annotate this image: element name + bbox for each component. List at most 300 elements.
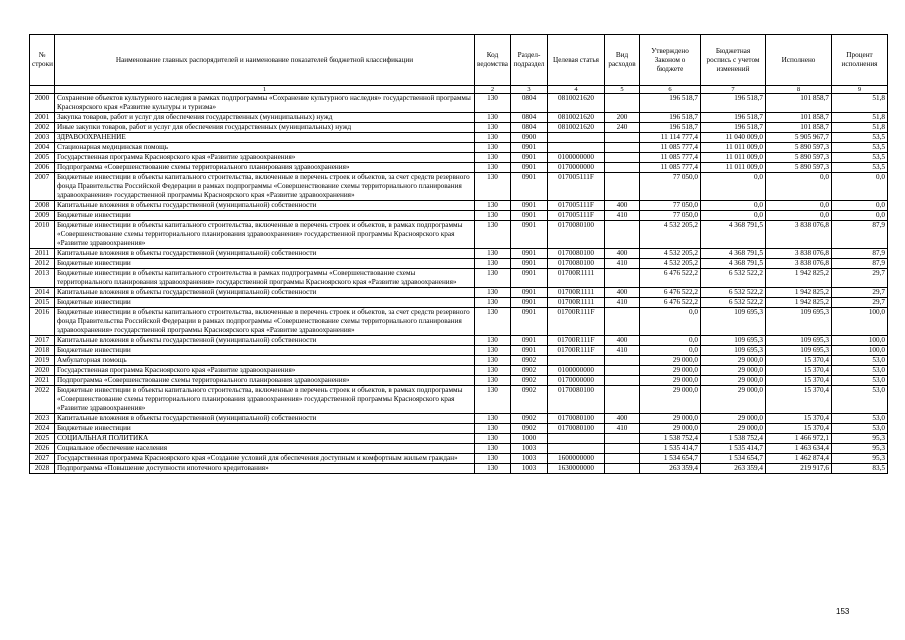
table-row: [30, 143, 888, 153]
expense-type-cell: [605, 153, 640, 163]
table-row: [30, 249, 888, 259]
section-cell: 0902: [511, 376, 548, 386]
expense-type-cell: 410: [605, 346, 640, 356]
name-cell: Бюджетные инвестиции в объекты капитального строительства, включенные в перечень строек и объектов, в рамках подпрограммы «Совершенствование схемы территориального планирования здравоохранения» государственной программы Красноярского края «Развитие здравоохранения»: [55, 221, 475, 249]
dept-code-cell: 130: [475, 143, 511, 153]
approved-amount-cell: 196 518,7: [640, 113, 701, 123]
column-number-cell: 4: [548, 86, 605, 94]
dept-code-cell: 130: [475, 201, 511, 211]
percent-cell: 95,3: [832, 444, 888, 454]
section-cell: 1003: [511, 464, 548, 474]
executed-amount-cell: 101 858,7: [766, 113, 832, 123]
budget-amount-cell: 29 000,0: [701, 366, 766, 376]
name-cell: Государственная программа Красноярского края «Развитие здравоохранения»: [55, 153, 475, 163]
target-article-cell: [548, 356, 605, 366]
expense-type-cell: 400: [605, 336, 640, 346]
expense-type-cell: [605, 454, 640, 464]
executed-amount-cell: 0,0: [766, 211, 832, 221]
executed-amount-cell: 1 462 874,4: [766, 454, 832, 464]
row-number-cell: 2006: [30, 163, 55, 173]
approved-amount-cell: 11 085 777,4: [640, 153, 701, 163]
expense-type-cell: 410: [605, 424, 640, 434]
name-cell: Бюджетные инвестиции: [55, 298, 475, 308]
approved-amount-cell: 77 050,0: [640, 201, 701, 211]
table-row: [30, 211, 888, 221]
column-number-cell: 6: [640, 86, 701, 94]
executed-amount-cell: 1 942 825,2: [766, 269, 832, 288]
header-executed: Исполнено: [766, 35, 832, 86]
expense-type-cell: [605, 173, 640, 201]
section-cell: 0901: [511, 298, 548, 308]
percent-cell: 95,3: [832, 454, 888, 464]
column-number-cell: 3: [511, 86, 548, 94]
budget-amount-cell: 1 538 752,4: [701, 434, 766, 444]
name-cell: Подпрограмма «Повышение доступности ипотечного кредитования»: [55, 464, 475, 474]
target-article-cell: [548, 143, 605, 153]
approved-amount-cell: 263 359,4: [640, 464, 701, 474]
target-article-cell: 0810021620: [548, 113, 605, 123]
target-article-cell: 0170080100: [548, 221, 605, 249]
dept-code-cell: 130: [475, 308, 511, 336]
budget-amount-cell: 11 011 009,0: [701, 163, 766, 173]
target-article-cell: 0100000000: [548, 153, 605, 163]
section-cell: 0901: [511, 143, 548, 153]
executed-amount-cell: 15 370,4: [766, 366, 832, 376]
approved-amount-cell: 29 000,0: [640, 414, 701, 424]
target-article-cell: 0170080100: [548, 386, 605, 414]
executed-amount-cell: 15 370,4: [766, 424, 832, 434]
executed-amount-cell: 15 370,4: [766, 356, 832, 366]
executed-amount-cell: 5 905 967,7: [766, 133, 832, 143]
row-number-cell: 2003: [30, 133, 55, 143]
dept-code-cell: 130: [475, 173, 511, 201]
percent-cell: 53,5: [832, 133, 888, 143]
percent-cell: 95,3: [832, 434, 888, 444]
column-number-cell: [30, 86, 55, 94]
section-cell: 0804: [511, 113, 548, 123]
executed-amount-cell: 109 695,3: [766, 336, 832, 346]
name-cell: Амбулаторная помощь: [55, 356, 475, 366]
percent-cell: 29,7: [832, 298, 888, 308]
row-number-cell: 2017: [30, 336, 55, 346]
table-row: [30, 464, 888, 474]
budget-amount-cell: 109 695,3: [701, 346, 766, 356]
dept-code-cell: 130: [475, 414, 511, 424]
dept-code-cell: 130: [475, 269, 511, 288]
target-article-cell: [548, 434, 605, 444]
target-article-cell: 0810021620: [548, 123, 605, 133]
row-number-cell: 2010: [30, 221, 55, 249]
column-number-cell: 1: [55, 86, 475, 94]
approved-amount-cell: 6 476 522,2: [640, 288, 701, 298]
target-article-cell: 017005111F: [548, 173, 605, 201]
table-row: [30, 201, 888, 211]
name-cell: СОЦИАЛЬНАЯ ПОЛИТИКА: [55, 434, 475, 444]
table-row: [30, 356, 888, 366]
dept-code-cell: 130: [475, 424, 511, 434]
section-cell: 0902: [511, 356, 548, 366]
table-row: [30, 259, 888, 269]
table-row: [30, 346, 888, 356]
dept-code-cell: 130: [475, 356, 511, 366]
row-number-cell: 2008: [30, 201, 55, 211]
expense-type-cell: [605, 163, 640, 173]
executed-amount-cell: 3 838 076,8: [766, 221, 832, 249]
target-article-cell: 01700R1111: [548, 269, 605, 288]
expense-type-cell: [605, 221, 640, 249]
table-row: [30, 386, 888, 414]
target-article-cell: [548, 444, 605, 454]
percent-cell: 53,0: [832, 356, 888, 366]
name-cell: Бюджетные инвестиции в объекты капитального строительства, включенные в перечень строек и объектов, за счет средств резервного фонда Правительства Российской Федерации в рамках подпрограммы «Совершенствование схемы территориального планирования здравоохранения» государственной программы Красноярского края «Развитие здравоохранения»: [55, 308, 475, 336]
table-body: [30, 94, 888, 474]
executed-amount-cell: 109 695,3: [766, 308, 832, 336]
percent-cell: 53,5: [832, 153, 888, 163]
expense-type-cell: 400: [605, 201, 640, 211]
section-cell: 0901: [511, 259, 548, 269]
budget-amount-cell: 4 368 791,5: [701, 259, 766, 269]
expense-type-cell: [605, 376, 640, 386]
percent-cell: 53,5: [832, 143, 888, 153]
dept-code-cell: 130: [475, 113, 511, 123]
name-cell: Иные закупки товаров, работ и услуг для обеспечения государственных (муниципальных) нужд: [55, 123, 475, 133]
header-name: Наименование главных распорядителей и наименование показателей бюджетной классификации: [55, 35, 475, 86]
executed-amount-cell: 0,0: [766, 201, 832, 211]
row-number-cell: 2021: [30, 376, 55, 386]
approved-amount-cell: 1 538 752,4: [640, 434, 701, 444]
row-number-cell: 2011: [30, 249, 55, 259]
table-row: [30, 444, 888, 454]
approved-amount-cell: 77 050,0: [640, 173, 701, 201]
section-cell: 0901: [511, 153, 548, 163]
approved-amount-cell: 196 518,7: [640, 94, 701, 113]
table-row: [30, 336, 888, 346]
target-article-cell: 01700R111F: [548, 336, 605, 346]
header-section: Раздел-подраздел: [511, 35, 548, 86]
target-article-cell: 017005111F: [548, 211, 605, 221]
percent-cell: 0,0: [832, 211, 888, 221]
target-article-cell: 0100000000: [548, 366, 605, 376]
column-number-cell: 2: [475, 86, 511, 94]
approved-amount-cell: 11 085 777,4: [640, 143, 701, 153]
dept-code-cell: 130: [475, 366, 511, 376]
expense-type-cell: [605, 356, 640, 366]
approved-amount-cell: 4 532 205,2: [640, 249, 701, 259]
column-number-row: [30, 86, 888, 94]
table-row: [30, 298, 888, 308]
name-cell: Подпрограмма «Совершенствование схемы территориального планирования здравоохранения»: [55, 163, 475, 173]
row-number-cell: 2014: [30, 288, 55, 298]
header-row-number: № строки: [30, 35, 55, 86]
target-article-cell: 01700R111F: [548, 308, 605, 336]
dept-code-cell: 130: [475, 336, 511, 346]
budget-amount-cell: 0,0: [701, 173, 766, 201]
dept-code-cell: 130: [475, 434, 511, 444]
percent-cell: 0,0: [832, 173, 888, 201]
budget-amount-cell: 0,0: [701, 201, 766, 211]
section-cell: 0804: [511, 123, 548, 133]
percent-cell: 53,0: [832, 376, 888, 386]
section-cell: 0901: [511, 249, 548, 259]
approved-amount-cell: 4 532 205,2: [640, 221, 701, 249]
name-cell: Социальное обеспечение населения: [55, 444, 475, 454]
target-article-cell: 1600000000: [548, 454, 605, 464]
table-row: [30, 113, 888, 123]
table-row: [30, 308, 888, 336]
section-cell: 0902: [511, 386, 548, 414]
row-number-cell: 2012: [30, 259, 55, 269]
executed-amount-cell: 15 370,4: [766, 386, 832, 414]
section-cell: 0901: [511, 211, 548, 221]
budget-amount-cell: 6 532 522,2: [701, 298, 766, 308]
approved-amount-cell: 6 476 522,2: [640, 269, 701, 288]
budget-amount-cell: 4 368 791,5: [701, 221, 766, 249]
dept-code-cell: 130: [475, 123, 511, 133]
approved-amount-cell: 29 000,0: [640, 424, 701, 434]
name-cell: ЗДРАВООХРАНЕНИЕ: [55, 133, 475, 143]
table-row: [30, 269, 888, 288]
budget-amount-cell: 1 535 414,7: [701, 444, 766, 454]
target-article-cell: 017005111F: [548, 201, 605, 211]
percent-cell: 100,0: [832, 308, 888, 336]
approved-amount-cell: 0,0: [640, 346, 701, 356]
budget-amount-cell: 4 368 791,5: [701, 249, 766, 259]
expense-type-cell: 410: [605, 211, 640, 221]
section-cell: 0901: [511, 221, 548, 249]
expense-type-cell: [605, 269, 640, 288]
name-cell: Государственная программа Красноярского края «Создание условий для обеспечения доступным и комфортным жильем граждан»: [55, 454, 475, 464]
expense-type-cell: 200: [605, 113, 640, 123]
dept-code-cell: 130: [475, 221, 511, 249]
executed-amount-cell: 0,0: [766, 173, 832, 201]
percent-cell: 87,9: [832, 249, 888, 259]
dept-code-cell: 130: [475, 153, 511, 163]
page-number: 153: [836, 607, 850, 616]
approved-amount-cell: 77 050,0: [640, 211, 701, 221]
row-number-cell: 2022: [30, 386, 55, 414]
percent-cell: 53,0: [832, 414, 888, 424]
table-row: [30, 288, 888, 298]
row-number-cell: 2015: [30, 298, 55, 308]
name-cell: Капитальные вложения в объекты государственной (муниципальной) собственности: [55, 249, 475, 259]
section-cell: 0901: [511, 163, 548, 173]
expense-type-cell: [605, 386, 640, 414]
header-approved: Утверждено Законом о бюджете: [640, 35, 701, 86]
table-row: [30, 424, 888, 434]
row-number-cell: 2016: [30, 308, 55, 336]
budget-amount-cell: 6 532 522,2: [701, 269, 766, 288]
section-cell: 0902: [511, 424, 548, 434]
approved-amount-cell: 29 000,0: [640, 366, 701, 376]
expense-type-cell: [605, 308, 640, 336]
name-cell: Капитальные вложения в объекты государственной (муниципальной) собственности: [55, 288, 475, 298]
name-cell: Бюджетные инвестиции: [55, 211, 475, 221]
name-cell: Бюджетные инвестиции: [55, 424, 475, 434]
target-article-cell: 0170080100: [548, 424, 605, 434]
column-number-cell: 7: [701, 86, 766, 94]
section-cell: 0900: [511, 133, 548, 143]
expense-type-cell: 400: [605, 414, 640, 424]
row-number-cell: 2007: [30, 173, 55, 201]
row-number-cell: 2028: [30, 464, 55, 474]
budget-amount-cell: 29 000,0: [701, 376, 766, 386]
row-number-cell: 2005: [30, 153, 55, 163]
executed-amount-cell: 3 838 076,8: [766, 259, 832, 269]
dept-code-cell: 130: [475, 444, 511, 454]
dept-code-cell: 130: [475, 346, 511, 356]
expense-type-cell: 410: [605, 298, 640, 308]
target-article-cell: 0810021620: [548, 94, 605, 113]
executed-amount-cell: 1 942 825,2: [766, 298, 832, 308]
name-cell: Закупка товаров, работ и услуг для обеспечения государственных (муниципальных) нужд: [55, 113, 475, 123]
executed-amount-cell: 109 695,3: [766, 346, 832, 356]
approved-amount-cell: 6 476 522,2: [640, 298, 701, 308]
row-number-cell: 2001: [30, 113, 55, 123]
header-percent: Процент исполнения: [832, 35, 888, 86]
row-number-cell: 2023: [30, 414, 55, 424]
row-number-cell: 2000: [30, 94, 55, 113]
section-cell: 0902: [511, 366, 548, 376]
column-number-cell: 5: [605, 86, 640, 94]
percent-cell: 87,9: [832, 221, 888, 249]
budget-amount-cell: 196 518,7: [701, 123, 766, 133]
percent-cell: 29,7: [832, 269, 888, 288]
table-row: [30, 366, 888, 376]
table-row: [30, 414, 888, 424]
approved-amount-cell: 11 085 777,4: [640, 163, 701, 173]
name-cell: Капитальные вложения в объекты государственной (муниципальной) собственности: [55, 201, 475, 211]
row-number-cell: 2027: [30, 454, 55, 464]
row-number-cell: 2025: [30, 434, 55, 444]
budget-amount-cell: 196 518,7: [701, 113, 766, 123]
budget-amount-cell: 109 695,3: [701, 336, 766, 346]
budget-amount-cell: 11 011 009,0: [701, 143, 766, 153]
executed-amount-cell: 101 858,7: [766, 94, 832, 113]
percent-cell: 53,5: [832, 163, 888, 173]
expense-type-cell: [605, 434, 640, 444]
section-cell: 0901: [511, 308, 548, 336]
executed-amount-cell: 1 463 634,4: [766, 444, 832, 454]
budget-amount-cell: 196 518,7: [701, 94, 766, 113]
executed-amount-cell: 101 858,7: [766, 123, 832, 133]
expense-type-cell: [605, 366, 640, 376]
percent-cell: 100,0: [832, 346, 888, 356]
executed-amount-cell: 1 942 825,2: [766, 288, 832, 298]
budget-amount-cell: 29 000,0: [701, 424, 766, 434]
header-expense-type: Вид расходов: [605, 35, 640, 86]
approved-amount-cell: 4 532 205,2: [640, 259, 701, 269]
budget-amount-cell: 6 532 522,2: [701, 288, 766, 298]
table-row: [30, 454, 888, 464]
budget-amount-cell: 29 000,0: [701, 356, 766, 366]
approved-amount-cell: 29 000,0: [640, 386, 701, 414]
section-cell: 0901: [511, 269, 548, 288]
dept-code-cell: 130: [475, 163, 511, 173]
dept-code-cell: 130: [475, 211, 511, 221]
name-cell: Бюджетные инвестиции: [55, 346, 475, 356]
row-number-cell: 2026: [30, 444, 55, 454]
row-number-cell: 2004: [30, 143, 55, 153]
header-budget-list: Бюджетная роспись с учетом изменений: [701, 35, 766, 86]
section-cell: 0804: [511, 94, 548, 113]
approved-amount-cell: 0,0: [640, 308, 701, 336]
name-cell: Бюджетные инвестиции: [55, 259, 475, 269]
target-article-cell: [548, 133, 605, 143]
approved-amount-cell: 11 114 777,4: [640, 133, 701, 143]
dept-code-cell: 130: [475, 249, 511, 259]
executed-amount-cell: 5 890 597,3: [766, 143, 832, 153]
expense-type-cell: 400: [605, 249, 640, 259]
row-number-cell: 2009: [30, 211, 55, 221]
percent-cell: 51,8: [832, 113, 888, 123]
section-cell: 0901: [511, 346, 548, 356]
table-row: [30, 163, 888, 173]
dept-code-cell: 130: [475, 386, 511, 414]
section-cell: 0901: [511, 201, 548, 211]
name-cell: Бюджетные инвестиции в объекты капитального строительства, включенные в перечень строек и объектов, в рамках подпрограммы «Совершенствование схемы территориального планирования здравоохранения» государственной программы Красноярского края «Развитие здравоохранения»: [55, 386, 475, 414]
row-number-cell: 2018: [30, 346, 55, 356]
percent-cell: 87,9: [832, 259, 888, 269]
budget-amount-cell: 1 534 654,7: [701, 454, 766, 464]
section-cell: 1000: [511, 434, 548, 444]
header-dept-code: Код ведомства: [475, 35, 511, 86]
expense-type-cell: [605, 464, 640, 474]
percent-cell: 29,7: [832, 288, 888, 298]
budget-amount-cell: 11 040 009,0: [701, 133, 766, 143]
budget-execution-table: [29, 34, 888, 474]
table-row: [30, 94, 888, 113]
executed-amount-cell: 5 890 597,3: [766, 163, 832, 173]
expense-type-cell: 240: [605, 123, 640, 133]
expense-type-cell: 410: [605, 259, 640, 269]
dept-code-cell: 130: [475, 133, 511, 143]
dept-code-cell: 130: [475, 288, 511, 298]
table-row: [30, 133, 888, 143]
target-article-cell: 0170000000: [548, 376, 605, 386]
expense-type-cell: [605, 444, 640, 454]
dept-code-cell: 130: [475, 464, 511, 474]
approved-amount-cell: 1 534 654,7: [640, 454, 701, 464]
name-cell: Стационарная медицинская помощь: [55, 143, 475, 153]
percent-cell: 83,5: [832, 464, 888, 474]
name-cell: Сохранение объектов культурного наследия в рамках подпрограммы «Сохранение культурного наследия» государственной программы Красноярского края «Развитие культуры и туризма»: [55, 94, 475, 113]
target-article-cell: 0170080100: [548, 414, 605, 424]
budget-amount-cell: 263 359,4: [701, 464, 766, 474]
percent-cell: 53,0: [832, 366, 888, 376]
percent-cell: 100,0: [832, 336, 888, 346]
table-row: [30, 153, 888, 163]
row-number-cell: 2013: [30, 269, 55, 288]
target-article-cell: 0170080100: [548, 249, 605, 259]
name-cell: Бюджетные инвестиции в объекты капитального строительства в рамках подпрограммы «Совершенствование схемы территориального планирования здравоохранения» государственной программы Красноярского края «Развитие здравоохранения»: [55, 269, 475, 288]
table-row: [30, 123, 888, 133]
column-number-cell: 9: [832, 86, 888, 94]
executed-amount-cell: 15 370,4: [766, 414, 832, 424]
budget-amount-cell: 109 695,3: [701, 308, 766, 336]
expense-type-cell: [605, 133, 640, 143]
executed-amount-cell: 5 890 597,3: [766, 153, 832, 163]
budget-amount-cell: 11 011 009,0: [701, 153, 766, 163]
row-number-cell: 2024: [30, 424, 55, 434]
table-row: [30, 434, 888, 444]
percent-cell: 0,0: [832, 201, 888, 211]
expense-type-cell: [605, 143, 640, 153]
section-cell: 0901: [511, 288, 548, 298]
name-cell: Капитальные вложения в объекты государственной (муниципальной) собственности: [55, 414, 475, 424]
section-cell: 1003: [511, 454, 548, 464]
approved-amount-cell: 0,0: [640, 336, 701, 346]
name-cell: Государственная программа Красноярского края «Развитие здравоохранения»: [55, 366, 475, 376]
